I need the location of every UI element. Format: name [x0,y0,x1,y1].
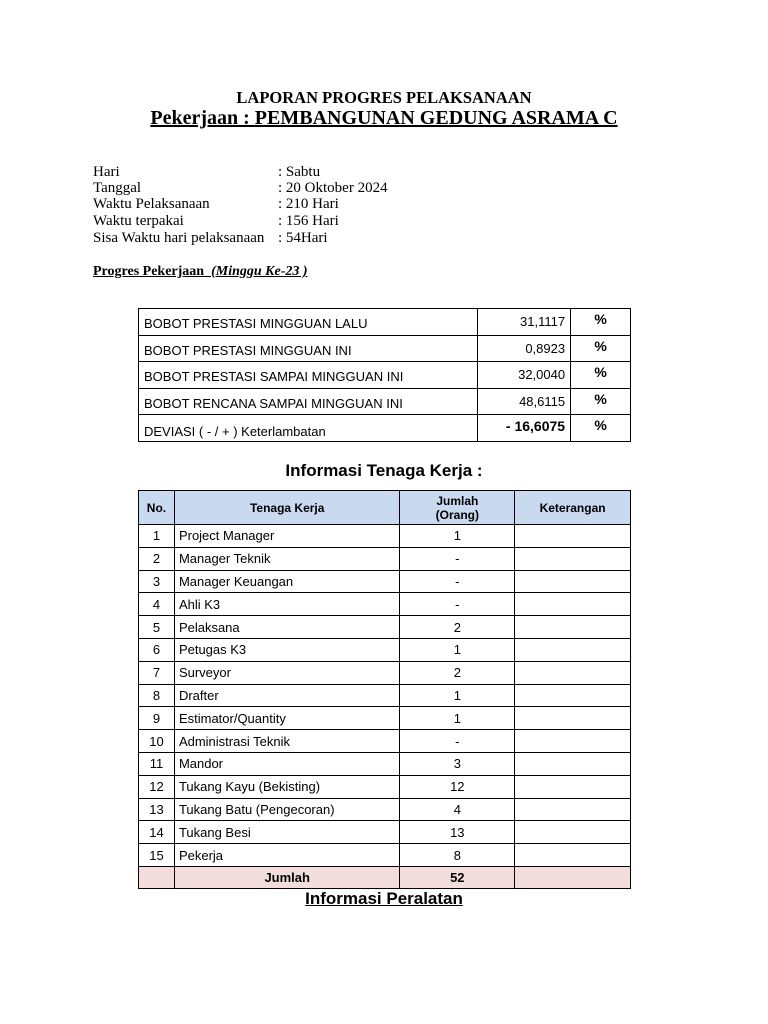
bobot-value: 32,0040 [478,362,571,389]
row-name: Tukang Batu (Pengecoran) [174,798,400,821]
row-jumlah: 1 [400,684,515,707]
row-name: Estimator/Quantity [174,707,400,730]
total-value: 52 [400,866,515,888]
row-no: 6 [139,638,175,661]
bobot-value: - 16,6075 [478,415,571,442]
row-keterangan [515,547,631,570]
row-no: 10 [139,730,175,753]
bobot-value: 0,8923 [478,335,571,362]
row-name: Pelaksana [174,616,400,639]
col-header-name: Tenaga Kerja [174,491,400,525]
row-jumlah: 1 [400,707,515,730]
row-jumlah: 1 [400,525,515,548]
row-keterangan [515,707,631,730]
progress-heading-label: Progres Pekerjaan [93,264,205,279]
row-name: Pekerja [174,844,400,867]
row-no: 12 [139,775,175,798]
bobot-row [139,309,631,336]
table-row [139,661,631,684]
row-no: 2 [139,547,175,570]
col-header-no: No. [139,491,175,525]
table-header-row [139,491,631,525]
info-label: Waktu Pelaksanaan [93,196,210,212]
bobot-label: BOBOT PRESTASI MINGGUAN INI [139,335,478,362]
table-row [139,593,631,616]
progress-heading [93,264,308,280]
row-name: Ahli K3 [174,593,400,616]
row-no: 15 [139,844,175,867]
bobot-label: BOBOT PRESTASI MINGGUAN LALU [139,309,478,336]
row-keterangan [515,525,631,548]
bobot-label: DEVIASI ( - / + ) Keterlambatan [139,415,478,442]
row-jumlah: 12 [400,775,515,798]
bobot-row [139,415,631,442]
table-row [139,752,631,775]
row-keterangan [515,638,631,661]
row-no: 13 [139,798,175,821]
table-row [139,798,631,821]
info-label: Sisa Waktu hari pelaksanaan [93,230,265,246]
table-row [139,730,631,753]
row-no: 7 [139,661,175,684]
bobot-label: BOBOT PRESTASI SAMPAI MINGGUAN INI [139,362,478,389]
bobot-row [139,335,631,362]
total-label: Jumlah [174,866,400,888]
row-jumlah: - [400,547,515,570]
table-row [139,707,631,730]
table-row [139,684,631,707]
row-name: Petugas K3 [174,638,400,661]
tenaga-kerja-heading: Informasi Tenaga Kerja : [285,461,483,480]
row-no: 8 [139,684,175,707]
row-no: 4 [139,593,175,616]
info-value: : Sabtu [278,164,321,180]
table-row [139,638,631,661]
row-keterangan [515,661,631,684]
row-jumlah: 2 [400,616,515,639]
row-keterangan [515,775,631,798]
row-name: Tukang Kayu (Bekisting) [174,775,400,798]
table-row [139,570,631,593]
row-keterangan [515,593,631,616]
project-name: Pekerjaan : PEMBANGUNAN GEDUNG ASRAMA C [150,107,618,129]
col-header-jumlah [400,491,515,525]
row-jumlah: 1 [400,638,515,661]
row-name: Project Manager [174,525,400,548]
info-value: : 210 Hari [278,196,339,212]
col-header-keterangan: Keterangan [515,491,631,525]
total-no-cell [139,866,175,888]
bobot-row [139,362,631,389]
info-value: : 20 Oktober 2024 [278,180,388,196]
row-no: 5 [139,616,175,639]
info-label: Hari [93,164,120,180]
row-jumlah: 13 [400,821,515,844]
report-title: LAPORAN PROGRES PELAKSANAAN [236,88,532,107]
bobot-value: 48,6115 [478,388,571,415]
col-header-jumlah-line1: Jumlah [436,493,479,508]
bobot-label: BOBOT RENCANA SAMPAI MINGGUAN INI [139,388,478,415]
row-jumlah: - [400,730,515,753]
table-row [139,821,631,844]
report-subtitle [0,107,768,130]
row-keterangan [515,616,631,639]
total-keterangan-cell [515,866,631,888]
progress-week: (Minggu Ke-23 ) [211,264,308,279]
table-row [139,525,631,548]
info-value: : 54Hari [278,230,328,246]
row-keterangan [515,752,631,775]
bobot-unit: % [571,335,631,362]
row-jumlah: - [400,570,515,593]
row-jumlah: - [400,593,515,616]
row-keterangan [515,730,631,753]
info-label: Tanggal [93,180,142,196]
row-keterangan [515,844,631,867]
row-name: Manager Teknik [174,547,400,570]
row-keterangan [515,684,631,707]
row-name: Surveyor [174,661,400,684]
row-keterangan [515,798,631,821]
bobot-row [139,388,631,415]
row-jumlah: 4 [400,798,515,821]
row-no: 9 [139,707,175,730]
row-no: 11 [139,752,175,775]
bobot-table [138,308,631,442]
row-keterangan [515,570,631,593]
row-no: 14 [139,821,175,844]
table-row [139,844,631,867]
peralatan-heading: Informasi Peralatan [305,889,463,908]
row-name: Mandor [174,752,400,775]
info-value: : 156 Hari [278,213,339,229]
col-header-jumlah-line2: (Orang) [435,507,479,522]
bobot-value: 31,1117 [478,309,571,336]
row-name: Tukang Besi [174,821,400,844]
table-row [139,547,631,570]
row-name: Manager Keuangan [174,570,400,593]
bobot-unit: % [571,415,631,442]
tenaga-kerja-table [138,490,631,889]
bobot-unit: % [571,362,631,389]
row-name: Drafter [174,684,400,707]
row-jumlah: 8 [400,844,515,867]
bobot-unit: % [571,309,631,336]
row-jumlah: 3 [400,752,515,775]
row-name: Administrasi Teknik [174,730,400,753]
table-row [139,775,631,798]
table-row [139,616,631,639]
row-keterangan [515,821,631,844]
total-row [139,866,631,888]
bobot-unit: % [571,388,631,415]
info-label: Waktu terpakai [93,213,184,229]
row-jumlah: 2 [400,661,515,684]
row-no: 3 [139,570,175,593]
row-no: 1 [139,525,175,548]
